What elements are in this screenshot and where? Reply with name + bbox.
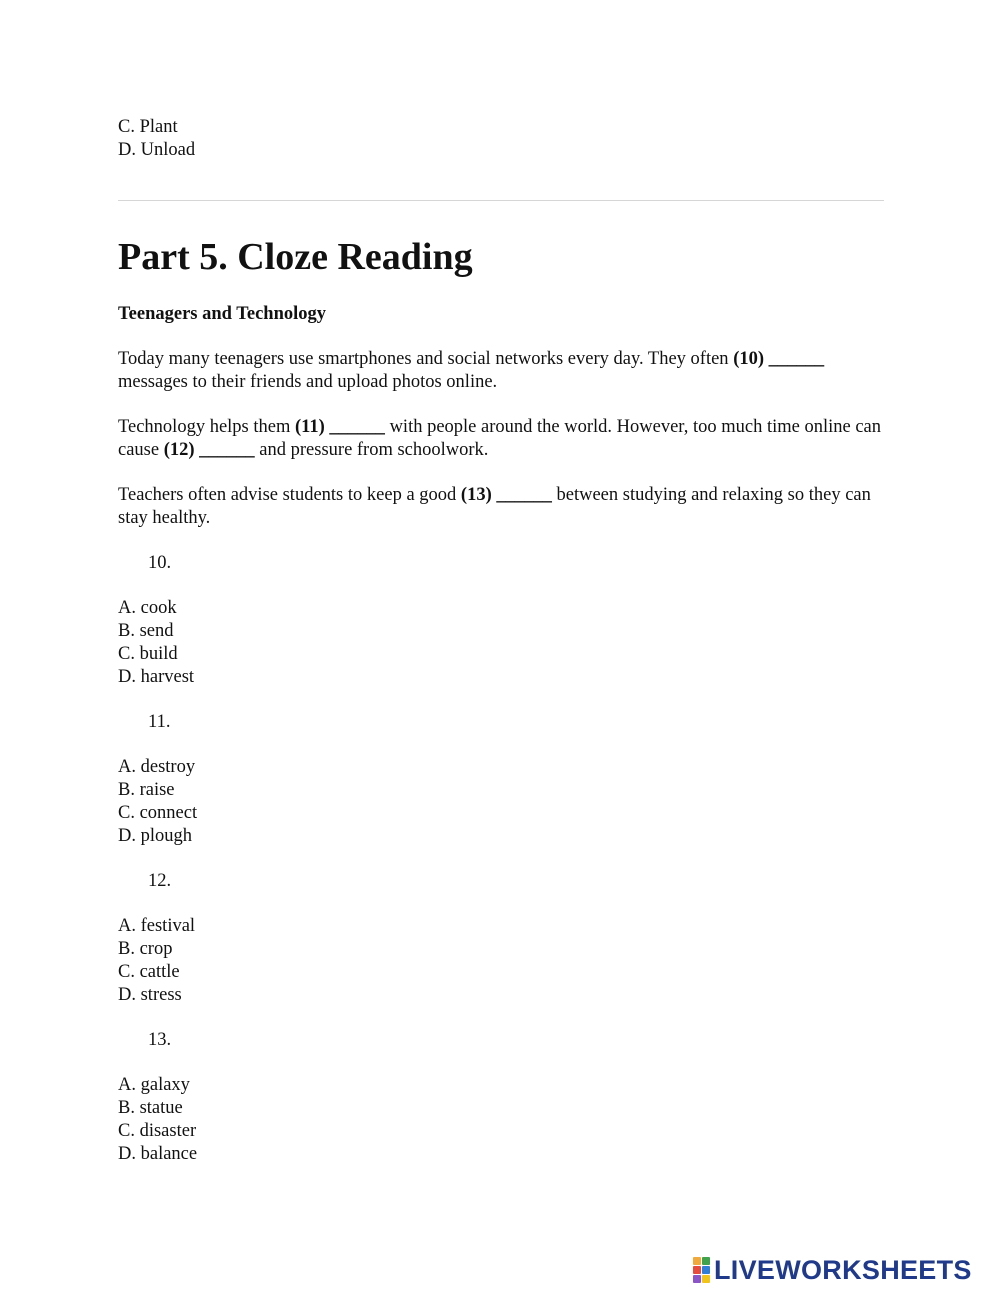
option[interactable]: A. festival: [118, 916, 196, 936]
logo-mark-icon: [693, 1257, 710, 1283]
question-number-12: 12.: [148, 871, 172, 891]
question-12-options: [118, 915, 884, 1007]
question-13-options: [118, 1074, 884, 1166]
option[interactable]: B. raise: [118, 780, 175, 800]
blank-13[interactable]: (13) ______: [460, 485, 552, 505]
option[interactable]: A. cook: [118, 598, 177, 618]
question-number-10: 10.: [148, 553, 172, 573]
prev-option-c: C. Plant: [118, 117, 178, 137]
option[interactable]: C. connect: [118, 803, 198, 823]
option[interactable]: C. cattle: [118, 962, 180, 982]
blank-11[interactable]: (11) ______: [295, 417, 385, 437]
blank-10[interactable]: (10) ______: [733, 349, 825, 369]
blank-12[interactable]: (12) ______: [163, 440, 255, 460]
question-11-options: [118, 756, 884, 848]
option[interactable]: A. destroy: [118, 757, 196, 777]
passage-title: Teenagers and Technology: [118, 304, 326, 324]
option[interactable]: C. disaster: [118, 1121, 197, 1141]
paragraph-1: Today many teenagers use smartphones and social networks every day. They often (10) ______ messages to their friends and upload photos online.: [118, 349, 825, 392]
part-title: Part 5. Cloze Reading: [118, 236, 473, 278]
question-number-13: 13.: [148, 1030, 172, 1050]
worksheet-page: [118, 116, 884, 1166]
divider: [118, 200, 884, 201]
prev-option-d: D. Unload: [118, 140, 196, 160]
option[interactable]: C. build: [118, 644, 178, 664]
paragraph-2: Technology helps them (11) ______ with people around the world. However, too much time online can cause (12) ______ and pressure from schoolwork.: [118, 417, 881, 460]
option[interactable]: D. stress: [118, 985, 182, 1005]
option[interactable]: B. statue: [118, 1098, 183, 1118]
option[interactable]: D. harvest: [118, 667, 195, 687]
option[interactable]: B. crop: [118, 939, 173, 959]
option[interactable]: D. plough: [118, 826, 192, 846]
paragraph-3: Teachers often advise students to keep a good (13) ______ between studying and relaxing so they can stay healthy.: [118, 485, 871, 528]
logo-text: LIVEWORKSHEETS: [714, 1254, 972, 1285]
option[interactable]: D. balance: [118, 1144, 198, 1164]
option[interactable]: A. galaxy: [118, 1075, 190, 1095]
option[interactable]: B. send: [118, 621, 174, 641]
liveworksheets-logo: [693, 1255, 972, 1285]
question-number-11: 11.: [148, 712, 171, 732]
question-10-options: [118, 597, 884, 689]
